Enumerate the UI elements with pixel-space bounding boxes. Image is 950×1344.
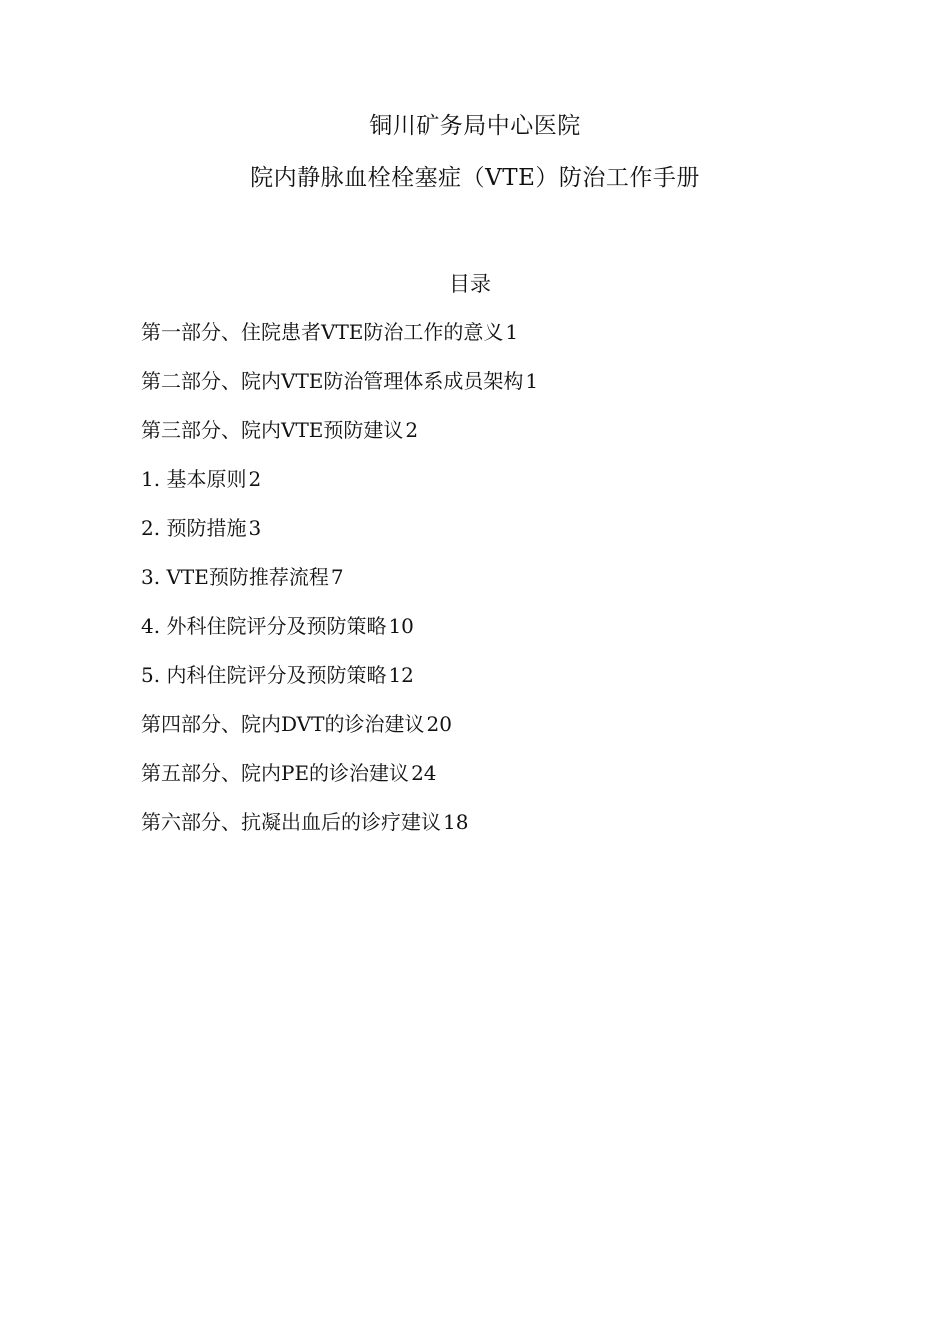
toc-entry-page: 20 — [426, 712, 452, 736]
toc-entry-title: 第一部分、住院患者VTE防治工作的意义 — [141, 320, 504, 344]
toc-entry-title: 第三部分、院内VTE预防建议 — [141, 418, 404, 442]
toc-entry-page: 3 — [248, 516, 262, 540]
toc-entry-title: 4. 外科住院评分及预防策略 — [141, 614, 387, 638]
toc-entry-title: 第二部分、院内VTE防治管理体系成员架构 — [141, 369, 524, 393]
toc-entry-page: 10 — [388, 614, 414, 638]
toc-entry-title: 5. 内科住院评分及预防策略 — [141, 663, 387, 687]
toc-entry-title: 第五部分、院内PE的诊治建议 — [141, 761, 410, 785]
toc-entry-page: 2 — [405, 418, 419, 442]
toc-entry-title: 第六部分、抗凝出血后的诊疗建议 — [141, 810, 441, 834]
toc-entry-title: 2. 预防措施 — [141, 516, 247, 540]
toc-entry — [141, 465, 841, 493]
toc-entry-page: 1 — [505, 320, 519, 344]
toc-entry — [141, 808, 841, 836]
toc-entry — [141, 710, 841, 738]
toc-entry-page: 7 — [330, 565, 344, 589]
toc-entry-title: 第四部分、院内DVT的诊治建议 — [141, 712, 425, 736]
toc-entry-page: 24 — [411, 761, 437, 785]
toc-entry — [141, 318, 841, 346]
toc-entry-title: 3. VTE预防推荐流程 — [141, 565, 329, 589]
toc-entry — [141, 367, 841, 395]
toc-entry — [141, 612, 841, 640]
toc-entry — [141, 514, 841, 542]
toc-entry — [141, 661, 841, 689]
toc-entry — [141, 759, 841, 787]
toc-entry-page: 12 — [388, 663, 414, 687]
toc-entry — [141, 563, 841, 591]
table-of-contents — [141, 318, 841, 857]
toc-heading: 目录 — [449, 272, 491, 296]
manual-title: 院内静脉血栓栓塞症（VTE）防治工作手册 — [250, 165, 700, 191]
toc-entry-page: 1 — [525, 369, 539, 393]
title-block — [0, 112, 950, 192]
toc-entry — [141, 416, 841, 444]
toc-entry-title: 1. 基本原则 — [141, 467, 247, 491]
hospital-name: 铜川矿务局中心医院 — [369, 113, 581, 139]
toc-entry-page: 18 — [443, 810, 469, 834]
toc-entry-page: 2 — [248, 467, 262, 491]
